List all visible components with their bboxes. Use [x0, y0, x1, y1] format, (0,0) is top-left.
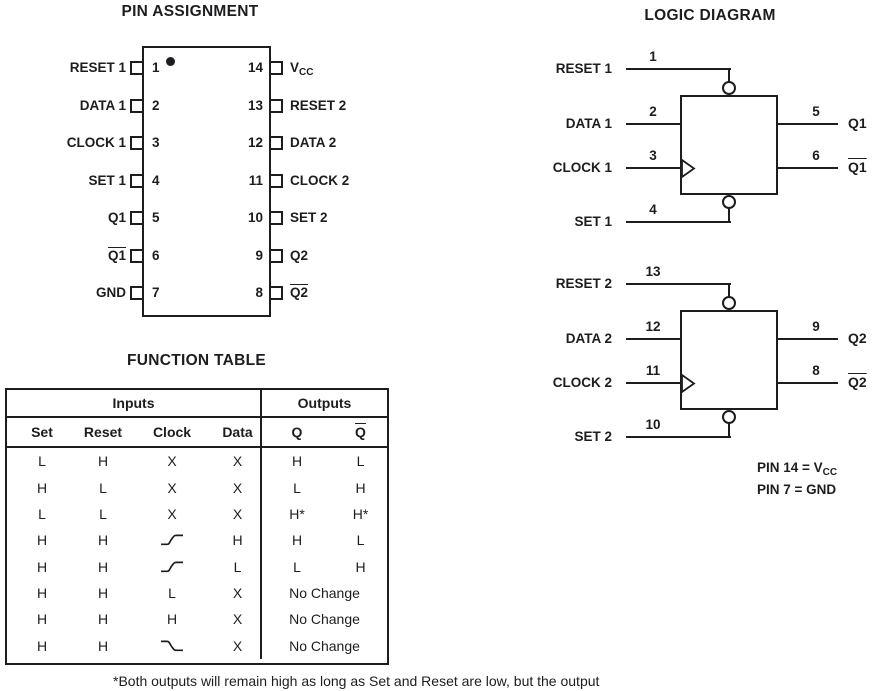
input-cell: L: [99, 505, 107, 522]
table-column-header-row: [7, 418, 387, 448]
ff-pin-number: 5: [812, 104, 820, 119]
wire: [626, 436, 731, 438]
pin7-gnd-note: PIN 7 = GND: [757, 482, 837, 497]
pin-number: 6: [152, 247, 160, 263]
ff-input-label: RESET 1: [555, 61, 612, 76]
table-row: [7, 632, 387, 658]
input-cell: H: [232, 532, 243, 549]
pin-stub: [271, 249, 283, 263]
pin-stub: [271, 174, 283, 188]
output-cell: L: [293, 479, 301, 496]
column-header: Data: [222, 424, 253, 440]
wire: [728, 208, 730, 222]
pin-label: SET 1: [88, 172, 126, 188]
input-cell: [129, 632, 215, 658]
inversion-bubble-icon: [722, 410, 736, 424]
table-header-inputs: [7, 418, 260, 446]
pin1-dot-icon: [166, 57, 175, 66]
pin-stub: [130, 136, 142, 150]
pin-number: 7: [152, 285, 160, 300]
pin-number: 9: [255, 247, 263, 263]
input-cell: X: [232, 453, 243, 470]
clock-triangle-icon: [682, 159, 697, 178]
output-span-cell: No Change: [289, 611, 360, 628]
ff-output-label: Q2: [848, 330, 867, 346]
pin-stub: [130, 249, 142, 263]
column-header: Set: [31, 424, 53, 440]
input-cell: H: [97, 611, 109, 628]
wire: [626, 167, 682, 169]
wire: [626, 221, 731, 223]
clock-triangle-icon: [682, 374, 697, 393]
row-outputs: [260, 448, 389, 474]
ff-input-label: SET 2: [574, 429, 612, 444]
logic-diagram-title: LOGIC DIAGRAM: [644, 7, 776, 24]
output-cell: H*: [289, 505, 305, 522]
ff-output-label: Q1: [848, 159, 867, 175]
wire: [778, 382, 838, 384]
pin-stub: [271, 286, 283, 300]
table-row: [7, 448, 387, 474]
pin-number: 14: [247, 60, 263, 75]
flip-flop-box: [680, 95, 778, 195]
footnote: *Both outputs will remain high as long as Set and Reset are low, but the output: [113, 673, 600, 689]
input-cell: X: [232, 505, 243, 522]
wire: [728, 423, 730, 437]
ff-input-label: CLOCK 2: [552, 375, 612, 390]
input-cell: X: [232, 611, 243, 628]
input-cell: H: [166, 611, 178, 628]
input-cell: H: [36, 584, 48, 601]
table-row: [7, 580, 387, 606]
row-inputs: [7, 553, 260, 579]
pin-label: RESET 1: [69, 60, 126, 75]
wire: [626, 382, 682, 384]
pin-label: CLOCK 2: [290, 172, 350, 188]
flip-flop-box: [680, 310, 778, 410]
function-table: [5, 388, 389, 665]
ff-pin-number: 8: [812, 363, 820, 378]
ff-input-label: CLOCK 1: [552, 160, 612, 175]
input-cell: H: [97, 453, 109, 470]
ff-pin-number: 10: [645, 417, 661, 432]
pin-stub: [130, 211, 142, 225]
table-row: [7, 553, 387, 579]
row-outputs: [260, 527, 389, 553]
pin-stub: [271, 61, 283, 75]
pin-label: Q1: [107, 247, 126, 263]
rising-edge-icon: [161, 560, 183, 574]
input-cell: X: [232, 637, 243, 654]
ff-pin-number: 3: [649, 148, 657, 163]
input-cell: H: [97, 532, 109, 549]
column-header: Reset: [83, 424, 123, 440]
ff-input-label: DATA 2: [565, 331, 612, 346]
input-cell: H: [97, 637, 109, 654]
ff-pin-number: 13: [645, 264, 661, 279]
row-inputs: [7, 474, 260, 500]
ff-pin-number: 12: [645, 319, 661, 334]
table-group-header-row: [7, 390, 387, 418]
output-cell: L: [293, 558, 301, 575]
ff-pin-number: 9: [812, 319, 820, 334]
input-cell: H: [36, 611, 48, 628]
ff-input-label: DATA 1: [565, 116, 612, 131]
input-cell: X: [232, 584, 243, 601]
row-inputs: [7, 580, 260, 606]
pin-label: CLOCK 1: [66, 135, 126, 150]
output-span-cell: No Change: [289, 637, 360, 654]
row-outputs: [260, 606, 387, 632]
output-cell: H: [291, 532, 303, 549]
ff-pin-number: 4: [649, 202, 657, 217]
pin-label: GND: [96, 285, 126, 300]
pin-label: RESET 2: [290, 97, 347, 113]
pin-number: 4: [152, 172, 160, 188]
table-row: [7, 527, 387, 553]
output-cell: H: [291, 453, 303, 470]
input-cell: H: [36, 558, 48, 575]
table-row: [7, 474, 387, 500]
inversion-bubble-icon: [722, 195, 736, 209]
pin-label: Q2: [290, 285, 309, 300]
input-cell: [129, 527, 215, 553]
pin-number: 2: [152, 97, 160, 113]
ff-input-label: RESET 2: [555, 276, 612, 291]
row-inputs: [7, 501, 260, 527]
row-outputs: [260, 632, 387, 658]
table-row: [7, 606, 387, 632]
function-table-title: FUNCTION TABLE: [126, 352, 267, 369]
input-cell: L: [168, 584, 176, 601]
ff-pin-number: 6: [812, 148, 820, 163]
pin-assignment-title: PIN ASSIGNMENT: [121, 3, 259, 20]
pin-label: Q2: [290, 247, 309, 263]
input-cell: L: [233, 558, 242, 575]
wire: [626, 283, 731, 285]
ff-pin-number: 1: [649, 49, 657, 64]
table-header-outputs: [260, 418, 389, 446]
falling-edge-icon: [161, 639, 183, 653]
input-cell: X: [167, 505, 177, 522]
row-outputs: [260, 580, 387, 606]
input-cell: H: [36, 637, 48, 654]
output-cell: H: [355, 479, 366, 496]
pin-stub: [130, 174, 142, 188]
rising-edge-icon: [161, 533, 183, 547]
wire: [778, 167, 838, 169]
input-cell: L: [99, 479, 107, 496]
ff-pin-number: 2: [649, 104, 657, 119]
row-outputs: [260, 474, 389, 500]
pin-label: $V_{CC}$: [290, 60, 314, 78]
pin14-vcc-note: PIN $14 = V_{CC}$: [757, 460, 838, 478]
row-inputs: [7, 527, 260, 553]
inputs-group-header: Inputs: [112, 395, 155, 411]
output-span-cell: No Change: [289, 584, 360, 601]
pin-stub: [130, 61, 142, 75]
row-inputs: [7, 606, 260, 632]
flip-flop-1-diagram: [543, 45, 884, 250]
pin-stub: [130, 99, 142, 113]
ff-input-label: SET 1: [574, 214, 612, 229]
output-cell: H*: [352, 505, 369, 522]
input-cell: X: [167, 479, 177, 496]
pin-number: 13: [247, 97, 263, 113]
row-inputs: [7, 632, 260, 658]
pin-number: 11: [248, 172, 263, 188]
input-cell: H: [36, 479, 48, 496]
pin-number: 5: [152, 210, 160, 225]
table-row: [7, 501, 387, 527]
input-cell: [129, 553, 215, 579]
pin-number: 3: [152, 135, 160, 150]
pin-number: 8: [255, 285, 263, 300]
output-cell: L: [356, 532, 365, 549]
pin-number: 10: [247, 210, 263, 225]
inversion-bubble-icon: [722, 296, 736, 310]
pin-stub: [271, 136, 283, 150]
wire: [778, 123, 838, 125]
wire: [626, 338, 682, 340]
pin-number: 12: [247, 135, 263, 150]
pin-number: 1: [152, 60, 160, 75]
row-outputs: [260, 553, 389, 579]
input-cell: H: [36, 532, 48, 549]
wire: [778, 338, 838, 340]
flip-flop-2-diagram: [543, 260, 884, 465]
ff-output-label: Q2: [848, 374, 867, 390]
output-cell: H: [355, 558, 366, 575]
pin-label: DATA 2: [290, 135, 337, 150]
column-header: $\overline{Q}$: [355, 424, 366, 440]
input-cell: X: [232, 479, 243, 496]
table-body: [7, 448, 387, 659]
column-header: Clock: [152, 424, 192, 440]
inversion-bubble-icon: [722, 81, 736, 95]
column-header: Q: [291, 424, 303, 440]
wire: [626, 68, 731, 70]
input-cell: H: [97, 558, 109, 575]
pin-label: Q1: [107, 210, 126, 225]
pin-label: DATA 1: [79, 97, 126, 113]
input-cell: L: [38, 505, 46, 522]
outputs-group-header: Outputs: [297, 395, 352, 411]
input-cell: L: [38, 453, 46, 470]
output-cell: L: [356, 453, 365, 470]
row-inputs: [7, 448, 260, 474]
pin-stub: [271, 211, 283, 225]
wire: [626, 123, 682, 125]
input-cell: H: [97, 584, 109, 601]
pin-stub: [130, 286, 142, 300]
row-outputs: [260, 501, 389, 527]
pin-stub: [271, 99, 283, 113]
pin-label: SET 2: [290, 210, 328, 225]
input-cell: X: [167, 453, 177, 470]
ff-pin-number: 11: [645, 363, 661, 378]
ff-output-label: Q1: [848, 115, 867, 131]
